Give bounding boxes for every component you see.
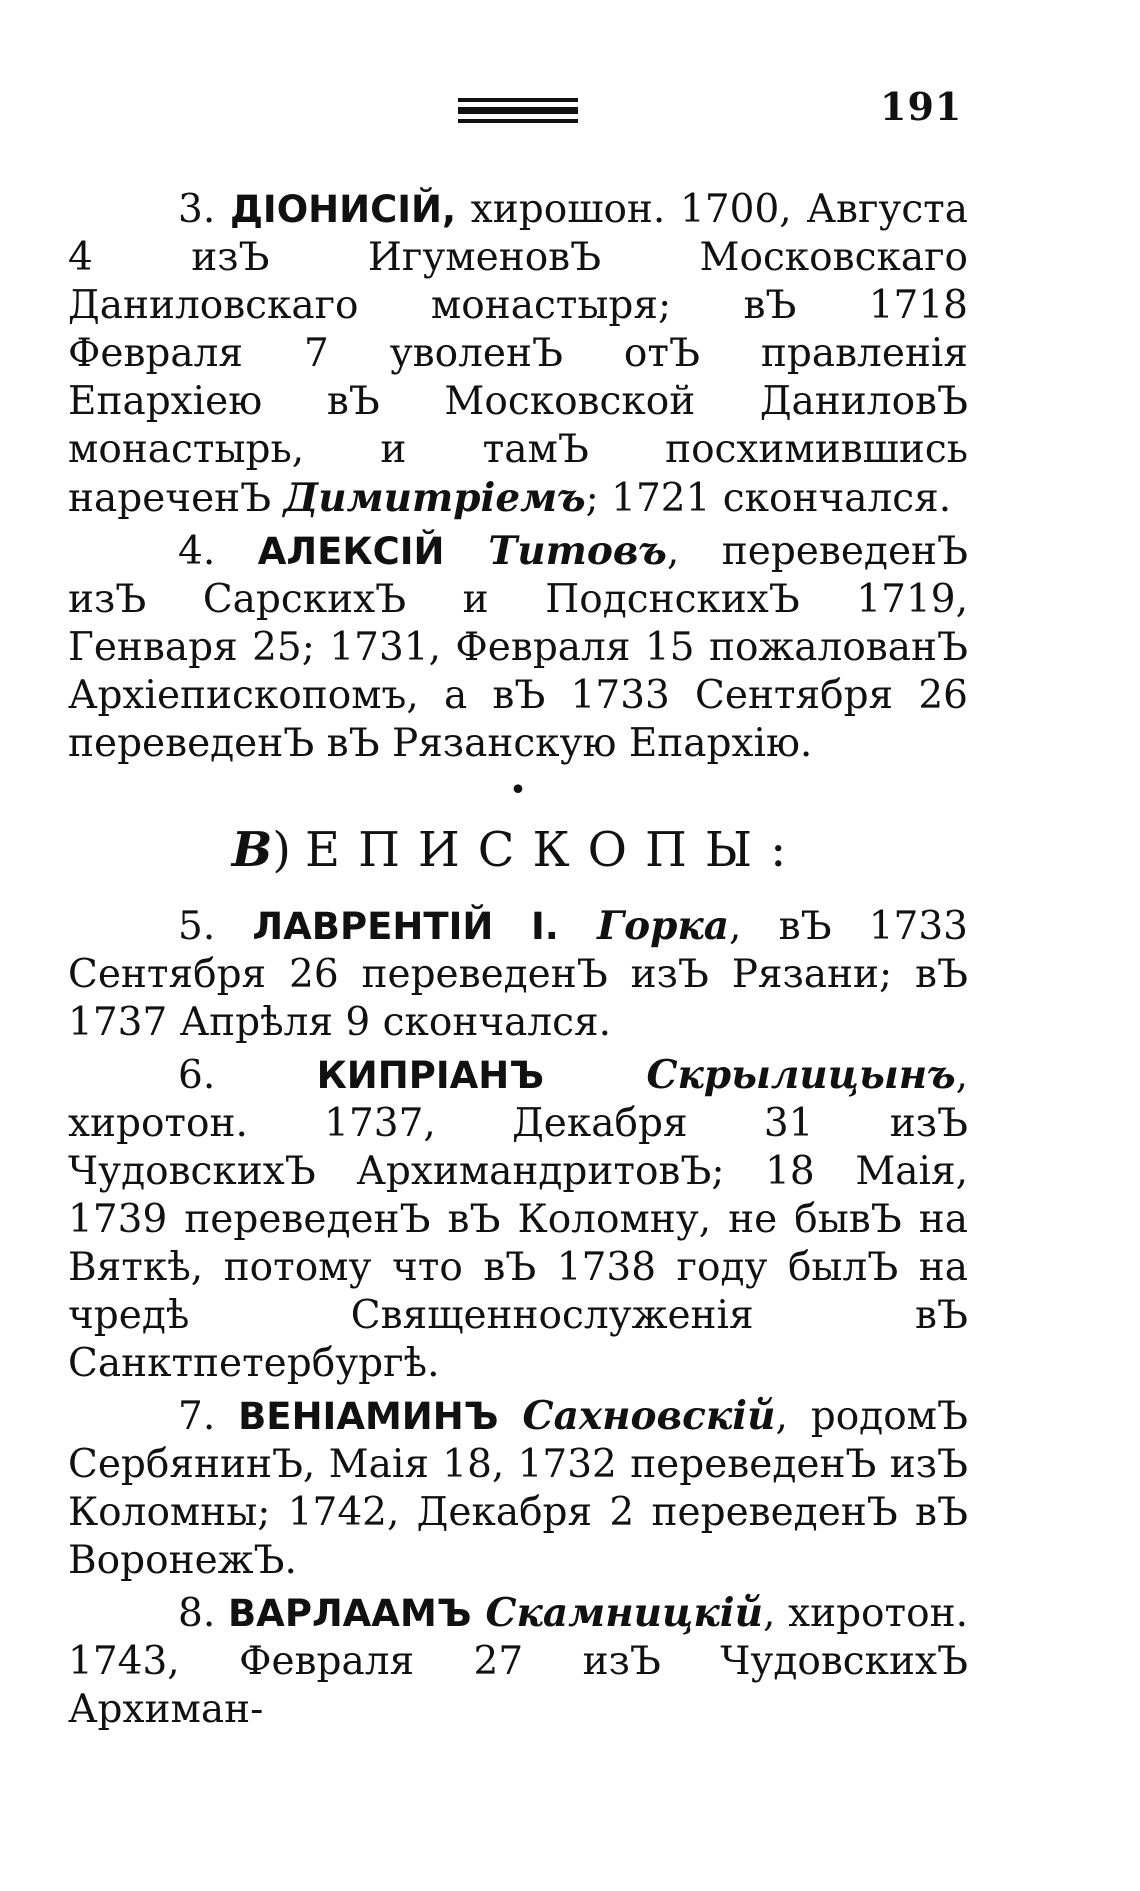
entry-text: , хиротон. 1743, Февраля 27 изЪ ЧудовскихЪ Архиман- [68,1591,968,1732]
entry-3 [68,186,968,523]
separator-dot: • [509,773,527,808]
entry-surname: Сахновскій [498,1393,776,1439]
entry-number: 5. [178,904,216,949]
page-body [68,186,968,1738]
entry-name: ЛАВРЕНТІЙ I. [252,905,559,948]
entry-text: хирошон. 1700, Августа 4 изЪ ИгуменовЪ Московскаго Даниловскаго монастыря; вЪ 1718 Февраля 7 уволенЪ отЪ правленія Епархіею вЪ Московской ДаниловЪ монастырь, и тамЪ посхимившись нареченЪ [68,187,968,521]
entry-number: 7. [178,1394,216,1439]
entry-text: , вЪ 1733 Сентября 26 переведенЪ изЪ Рязани; вЪ 1737 Апрѣля 9 скончался. [68,904,968,1045]
entry-name: АЛЕКСІЙ [257,530,445,573]
ornament-rule [458,107,578,114]
entry-name: ДІОНИСІЙ, [229,188,457,231]
entry-name: ВАРЛААМЪ [227,1592,472,1635]
entry-surname: Горка [558,903,730,949]
entry-number: 8. [178,1591,216,1636]
heading-letter: В [231,822,273,878]
entry-number: 3. [178,187,216,232]
entry-number: 4. [178,529,216,574]
entry-surname: Скрылицынъ [543,1052,956,1098]
entry-text: , хиротон. 1737, Декабря 31 изЪ ЧудовскихЪ АрхимандритовЪ; 18 Маія, 1739 переведенЪ вЪ Коломну, не бывЪ на Вяткѣ, потому что вЪ 1738 году былЪ на чредѣ Священнослуженія вЪ Санктпетербургѣ. [68,1053,968,1386]
ornament-rule [458,98,578,102]
header-ornament [458,98,578,128]
entry-tail: ; 1721 скончался. [585,476,952,521]
entry-text: , родомЪ СербянинЪ, Маія 18, 1732 переведенЪ изЪ Коломны; 1742, Декабря 2 переведенЪ вЪ ВоронежЪ. [68,1394,968,1583]
section-heading [68,820,968,880]
ornament-rule [458,119,578,123]
entry-name: ВЕНІАМИНЪ [238,1395,499,1438]
entry-8 [68,1589,968,1734]
entry-4 [68,527,968,768]
entry-7 [68,1392,968,1585]
entry-name: КИПРІАНЪ [316,1054,544,1097]
entry-number: 6. [178,1053,216,1098]
entry-italic-name: Димитріемъ [283,475,586,521]
entry-surname: Скамницкій [471,1590,763,1636]
entry-6 [68,1051,968,1388]
entry-text: , переведенЪ изЪ СарскихЪ и ПодснскихЪ 1719, Генваря 25; 1731, Февраля 15 пожалованЪ Архіепископомъ, а вЪ 1733 Сентября 26 переведенЪ вЪ Рязанскую Епархію. [68,529,968,766]
entry-surname: Титовъ [444,528,667,574]
heading-paren: ) [272,822,306,878]
entry-5 [68,902,968,1047]
heading-title: ЕПИСКОПЫ: [305,822,805,878]
page-number: 191 [880,84,963,129]
